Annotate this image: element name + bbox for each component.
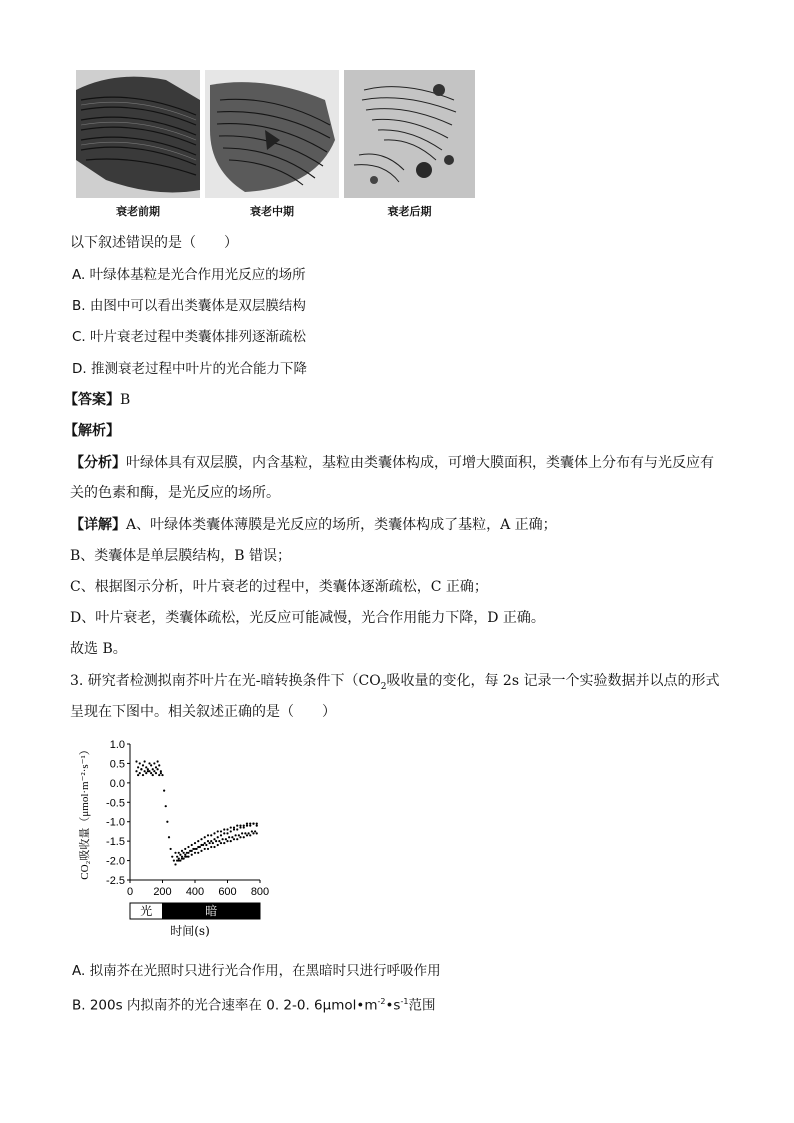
- data-point: [170, 848, 172, 850]
- data-point: [220, 834, 222, 836]
- data-point: [187, 856, 189, 858]
- x-tick-label: 0: [126, 886, 134, 898]
- data-point: [192, 848, 194, 850]
- detail-line-c: C、根据图示分析，叶片衰老的过程中，类囊体逐渐疏松，C 正确；: [70, 579, 488, 595]
- chart-light-bar: [130, 903, 260, 938]
- data-point: [210, 840, 212, 842]
- data-point: [178, 859, 180, 861]
- data-point: [213, 838, 215, 840]
- analysis-label: 【解析】: [64, 423, 120, 439]
- data-point: [244, 832, 246, 834]
- data-point: [252, 832, 254, 834]
- data-point: [152, 768, 154, 770]
- data-point: [217, 830, 219, 832]
- data-point: [139, 762, 141, 764]
- data-point: [139, 772, 141, 774]
- data-point: [223, 828, 225, 830]
- data-point: [249, 823, 251, 825]
- data-point: [140, 768, 142, 770]
- data-point: [226, 832, 228, 834]
- data-point: [181, 858, 183, 860]
- data-point: [168, 836, 170, 838]
- data-point: [181, 856, 183, 858]
- data-point: [148, 770, 150, 772]
- data-point: [144, 770, 146, 772]
- data-point: [230, 840, 232, 842]
- x-tick-label: 800: [250, 886, 270, 898]
- data-point: [207, 834, 209, 836]
- data-point: [223, 842, 225, 844]
- caption-late: 衰老后期: [387, 205, 432, 218]
- x-tick-label: 600: [218, 886, 237, 898]
- micrograph-late-senescence: [344, 70, 475, 198]
- data-point: [163, 790, 165, 792]
- data-point: [223, 832, 225, 834]
- data-point: [191, 854, 193, 856]
- data-point: [243, 825, 245, 827]
- analysis-line-1: [70, 453, 714, 473]
- data-point: [251, 830, 253, 832]
- data-point: [207, 848, 209, 850]
- data-point: [249, 825, 251, 827]
- data-point: [236, 838, 238, 840]
- data-point: [222, 838, 224, 840]
- data-point: [210, 846, 212, 848]
- data-point: [186, 852, 188, 854]
- data-point: [165, 805, 167, 807]
- q2-option-c: C. 叶片衰老过程中类囊体排列逐渐疏松: [72, 329, 307, 345]
- q3-stem-part1: 3. 研究者检测拟南芥叶片在光-暗转换条件下（CO: [70, 673, 381, 689]
- data-point: [150, 764, 152, 766]
- q3-stem-line-2: 呈现在下图中。相关叙述正确的是（ ）: [70, 704, 336, 720]
- data-point: [184, 854, 186, 856]
- caption-early: 衰老前期: [116, 205, 160, 218]
- y-tick-label: -1.0: [106, 816, 125, 829]
- data-point: [178, 858, 180, 860]
- data-point: [178, 852, 180, 854]
- caption-mid: 衰老中期: [250, 205, 294, 218]
- data-point: [200, 850, 202, 852]
- data-point: [152, 774, 154, 776]
- data-point: [194, 842, 196, 844]
- data-point: [231, 836, 233, 838]
- data-point: [135, 760, 137, 762]
- answer-label: 【答案】: [64, 392, 120, 408]
- detail-tag: 【详解】: [70, 517, 126, 533]
- data-point: [217, 836, 219, 838]
- data-point: [248, 832, 250, 834]
- data-point: [137, 774, 139, 776]
- detail-text-a: A、叶绿体类囊体薄膜是光反应的场所，类囊体构成了基粒，A 正确；: [126, 517, 557, 533]
- data-point: [246, 825, 248, 827]
- conclusion: 故选 B。: [70, 641, 127, 657]
- q3-option-b-sup2: -1: [400, 997, 409, 1006]
- data-point: [230, 826, 232, 828]
- data-point: [213, 832, 215, 834]
- data-point: [179, 854, 181, 856]
- data-point: [220, 830, 222, 832]
- data-point: [184, 856, 186, 858]
- data-point: [142, 774, 144, 776]
- q3-option-b-mid: •s: [385, 997, 401, 1014]
- data-point: [233, 826, 235, 828]
- data-point: [226, 828, 228, 830]
- data-point: [158, 764, 160, 766]
- data-point: [249, 834, 251, 836]
- data-point: [187, 846, 189, 848]
- analysis-line-2: 关的色素和酶，是光反应的场所。: [70, 485, 280, 501]
- data-point: [157, 768, 159, 770]
- data-point: [256, 832, 258, 834]
- data-point: [166, 821, 168, 823]
- data-point: [157, 760, 159, 762]
- data-point: [194, 852, 196, 854]
- data-point: [236, 825, 238, 827]
- data-point: [225, 838, 227, 840]
- data-point: [212, 842, 214, 844]
- data-point: [238, 834, 240, 836]
- data-point: [233, 828, 235, 830]
- data-point: [230, 830, 232, 832]
- q2-option-b: B. 由图中可以看出类囊体是双层膜结构: [72, 298, 306, 314]
- data-point: [199, 846, 201, 848]
- q3-stem-sub: 2: [380, 681, 387, 692]
- y-tick-label: -2.0: [106, 855, 125, 868]
- q3-option-b: [72, 992, 435, 1016]
- data-point: [155, 772, 157, 774]
- detail-line-a: [70, 515, 557, 535]
- data-point: [147, 768, 149, 770]
- data-point: [135, 770, 137, 772]
- data-point: [233, 838, 235, 840]
- data-point: [196, 848, 198, 850]
- data-point: [158, 774, 160, 776]
- data-point: [160, 770, 162, 772]
- data-point: [181, 850, 183, 852]
- answer-value: B: [120, 392, 131, 408]
- data-point: [171, 856, 173, 858]
- data-point: [239, 825, 241, 827]
- data-point: [173, 859, 175, 861]
- data-point: [160, 772, 162, 774]
- x-axis-label: 时间(s): [170, 924, 210, 938]
- data-point: [218, 840, 220, 842]
- q3-option-a: A. 拟南芥在光照时只进行光合作用，在黑暗时只进行呼吸作用: [72, 963, 441, 979]
- detail-line-b: B、类囊体是单层膜结构，B 错误；: [70, 548, 292, 564]
- data-point: [235, 834, 237, 836]
- y-tick-label: -2.5: [106, 875, 125, 887]
- detail-line-d: D、叶片衰老，类囊体疏松，光反应可能减慢，光合作用能力下降，D 正确。: [70, 610, 545, 626]
- data-point: [183, 852, 185, 854]
- answer-line: [64, 390, 130, 410]
- analysis-text-1: 叶绿体具有双层膜，内含基粒，基粒由类囊体构成，可增大膜面积，类囊体上分布有与光反应有: [126, 455, 714, 471]
- data-point: [210, 834, 212, 836]
- data-point: [191, 844, 193, 846]
- q3-option-b-sup1: -2: [377, 997, 386, 1006]
- data-point: [142, 764, 144, 766]
- q3-option-b-post: 范围: [408, 997, 436, 1014]
- data-point: [153, 770, 155, 772]
- data-point: [243, 836, 245, 838]
- data-point: [145, 766, 147, 768]
- data-point: [197, 840, 199, 842]
- data-point: [205, 844, 207, 846]
- data-point: [236, 828, 238, 830]
- data-point: [137, 766, 139, 768]
- data-point: [209, 842, 211, 844]
- co2-uptake-chart: [72, 730, 282, 945]
- data-point: [246, 823, 248, 825]
- data-point: [220, 842, 222, 844]
- data-point: [239, 836, 241, 838]
- q3-stem-line-1: [70, 671, 719, 697]
- data-point: [144, 760, 146, 762]
- q2-option-d: D. 推测衰老过程中叶片的光合能力下降: [72, 361, 307, 377]
- data-point: [213, 846, 215, 848]
- light-label: 光: [140, 904, 153, 918]
- data-point: [252, 823, 254, 825]
- data-point: [256, 823, 258, 825]
- data-point: [239, 826, 241, 828]
- dark-label: 暗: [205, 904, 218, 918]
- analysis-tag: 【分析】: [70, 455, 126, 471]
- data-point: [148, 762, 150, 764]
- data-point: [174, 852, 176, 854]
- data-point: [176, 856, 178, 858]
- chart-axes: [77, 739, 269, 898]
- data-point: [200, 838, 202, 840]
- x-tick-label: 400: [185, 886, 205, 898]
- data-point: [243, 826, 245, 828]
- x-tick-label: 200: [153, 886, 172, 898]
- data-point: [184, 848, 186, 850]
- q3-stem-part2: 吸收量的变化，每 2s 记录一个实验数据并以点的形式: [386, 673, 720, 689]
- data-point: [174, 863, 176, 865]
- data-point: [241, 832, 243, 834]
- y-tick-label: 0.0: [109, 777, 125, 790]
- data-point: [189, 850, 191, 852]
- data-point: [254, 830, 256, 832]
- data-point: [204, 836, 206, 838]
- data-point: [155, 766, 157, 768]
- data-point: [217, 844, 219, 846]
- data-point: [246, 834, 248, 836]
- q3-option-b-pre: B. 200s 内拟南芥的光合速率在 0. 2-0. 6μmol•m: [72, 997, 378, 1014]
- data-point: [161, 774, 163, 776]
- y-tick-label: -0.5: [106, 797, 125, 810]
- y-axis-label: CO₂吸收量（μmol·m⁻²·s⁻¹）: [79, 744, 91, 880]
- data-point: [207, 840, 209, 842]
- y-tick-label: 0.5: [109, 758, 125, 771]
- data-point: [150, 772, 152, 774]
- data-point: [256, 825, 258, 827]
- data-point: [204, 842, 206, 844]
- data-point: [228, 836, 230, 838]
- y-tick-label: 1.0: [109, 739, 125, 751]
- data-point: [145, 772, 147, 774]
- micrograph-mid-senescence: [205, 70, 339, 198]
- micrograph-early-senescence: [76, 70, 200, 198]
- data-point: [226, 840, 228, 842]
- data-point: [153, 762, 155, 764]
- data-point: [215, 840, 217, 842]
- chart-points: [135, 760, 257, 865]
- q2-stem: 以下叙述错误的是（ ）: [70, 235, 238, 251]
- data-point: [202, 844, 204, 846]
- y-tick-label: -1.5: [106, 836, 125, 849]
- data-point: [197, 852, 199, 854]
- data-point: [204, 848, 206, 850]
- q2-option-a: A. 叶绿体基粒是光合作用光反应的场所: [72, 267, 306, 283]
